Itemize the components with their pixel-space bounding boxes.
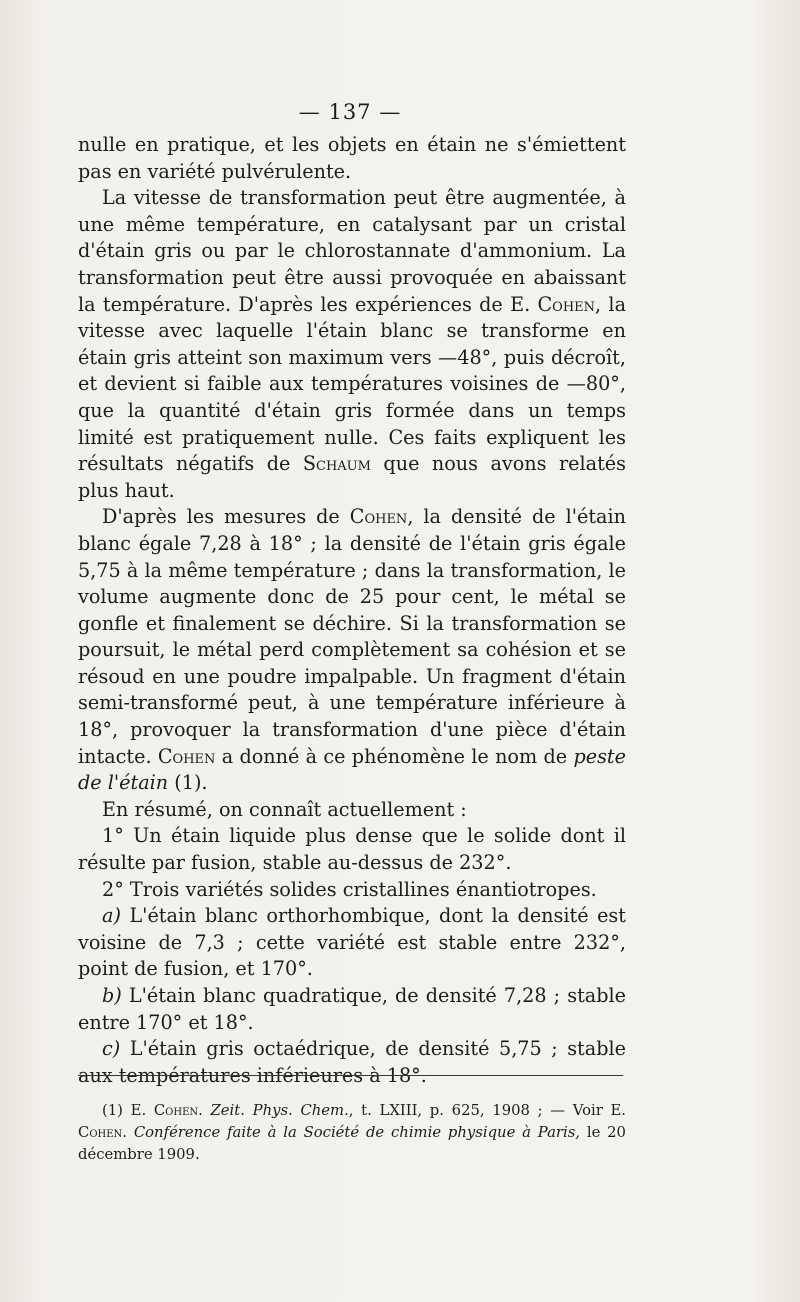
text-run: (1).: [168, 771, 208, 795]
italic-text: peste de l'étain: [78, 744, 626, 795]
author-name: Cohen: [157, 744, 216, 768]
text-run: le 20 décembre 1909.: [78, 1124, 626, 1163]
italic-text: b): [102, 984, 122, 1007]
footnote-separator: [78, 1075, 623, 1076]
paragraph: [78, 504, 626, 797]
footnote: [78, 1100, 626, 1166]
footnotes: [78, 1100, 626, 1166]
text-run: 1° Un étain liquide plus dense que le solide dont il résulte par fusion, stable au-dessus de 232°.: [78, 824, 626, 875]
paragraph: [78, 823, 626, 876]
text-run: D'après les mesures de: [102, 505, 350, 529]
text-run: .: [198, 1102, 211, 1119]
text-run: que nous avons relatés plus haut.: [78, 452, 626, 502]
text-run: , t. LXIII, p. 625, 1908 ; — Voir E.: [348, 1102, 626, 1119]
text-run: , la densité de l'étain blanc égale 7,28 à 18° ; la densité de l'étain gris égale 5,75 à la même température ; dans la transformation, le volume augmente donc de 25 pour cent, le métal se gonfle et finalement se déchire. Si la transformation se poursuit, le métal perd complètement sa cohésion et se résoud en une poudre impalpable. Un fragment d'étain semi-transformé peut, à une température inférieure à 18°, provoquer la transformation d'une pièce d'étain intacte.: [78, 505, 626, 768]
text-run: .: [122, 1124, 134, 1141]
text-run: (1) E.: [102, 1102, 154, 1119]
paragraph: [78, 983, 626, 1036]
paragraph: [78, 877, 626, 904]
text-run: L'étain blanc orthorhombique, dont la densité est voisine de 7,3 ; cette variété est stable entre 232°, point de fusion, et 170°.: [78, 904, 626, 981]
author-name: Schaum: [302, 452, 371, 476]
text-run: La vitesse de transformation peut être augmentée, à une même température, en catalysant par un cristal d'étain gris ou par le chlorostannate d'ammonium. La transformation peut être aussi provoquée en abaissant la température. D'après les expériences de E.: [78, 186, 626, 316]
author-name: Cohen: [537, 292, 596, 316]
body-text: [78, 132, 626, 1089]
author-name: Cohen: [153, 1102, 199, 1119]
text-run: L'étain gris octaédrique, de densité 5,75 ; stable aux températures inférieures à 18°.: [78, 1037, 626, 1087]
author-name: Cohen: [78, 1124, 123, 1141]
paragraph: [78, 185, 626, 504]
paragraph: [78, 797, 626, 824]
text-run: a donné à ce phénomène le nom de: [215, 744, 574, 768]
text-run: En résumé, on connaît actuellement :: [102, 797, 467, 821]
italic-text: Zeit. Phys. Chem.: [210, 1102, 349, 1119]
text-run: L'étain blanc quadratique, de densité 7,28 ; stable entre 170° et 18°.: [78, 984, 626, 1034]
paragraph: [78, 903, 626, 983]
italic-text: Conférence faite à la Société de chimie physique à Paris,: [133, 1124, 581, 1141]
page-number: — 137 —: [298, 100, 402, 124]
text-run: 2° Trois variétés solides cristallines énantiotropes.: [102, 877, 597, 901]
author-name: Cohen: [349, 505, 408, 529]
paragraph: [78, 132, 626, 185]
italic-text: a): [102, 904, 121, 928]
text-run: nulle en pratique, et les objets en étain ne s'émiettent pas en variété pulvérulente.: [78, 133, 626, 183]
text-run: , la vitesse avec laquelle l'étain blanc se transforme en étain gris atteint son maximum vers —48°, puis décroît, et devient si faible aux températures voisines de —80°, que la quantité d'étain gris formée dans un temps limité est pratiquement nulle. Ces faits expliquent les résultats négatifs de: [78, 292, 627, 476]
italic-text: c): [102, 1037, 121, 1061]
paragraph: [78, 1036, 626, 1089]
